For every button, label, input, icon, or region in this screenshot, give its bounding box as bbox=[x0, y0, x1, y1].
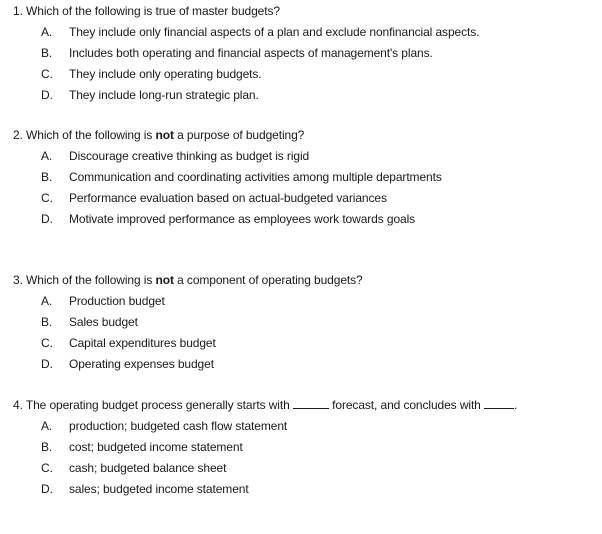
question-4 bbox=[13, 395, 593, 500]
option-d bbox=[13, 354, 593, 375]
question-text-post: a component of operating budgets? bbox=[173, 273, 363, 287]
option-text: Discourage creative thinking as budget is rigid bbox=[69, 149, 310, 163]
option-text: Production budget bbox=[69, 294, 165, 308]
option-a bbox=[13, 22, 593, 43]
option-text: sales; budgeted income statement bbox=[69, 482, 249, 496]
option-letter: A. bbox=[41, 294, 53, 308]
option-text: They include long-run strategic plan. bbox=[69, 88, 259, 102]
option-b bbox=[13, 437, 593, 458]
question-3 bbox=[13, 270, 593, 375]
option-letter: D. bbox=[41, 482, 53, 496]
option-letter: A. bbox=[41, 25, 53, 39]
option-text: Includes both operating and financial aspects of management's plans. bbox=[69, 46, 433, 60]
question-text-emphasis: not bbox=[155, 273, 174, 287]
option-c bbox=[13, 333, 593, 354]
option-letter: D. bbox=[41, 357, 53, 371]
option-letter: B. bbox=[41, 440, 53, 454]
option-letter: C. bbox=[41, 67, 53, 81]
question-text: Which of the following is true of master budgets? bbox=[26, 4, 280, 18]
fill-in-blank-1 bbox=[293, 396, 329, 409]
option-d bbox=[13, 85, 593, 106]
option-letter: B. bbox=[41, 170, 53, 184]
option-text: Capital expenditures budget bbox=[69, 336, 216, 350]
option-b bbox=[13, 167, 593, 188]
option-text: production; budgeted cash flow statement bbox=[69, 419, 288, 433]
question-text-post: a purpose of budgeting? bbox=[173, 128, 305, 142]
fill-in-blank-2 bbox=[484, 396, 514, 409]
question-number: 4. bbox=[13, 398, 23, 412]
question-number: 2. bbox=[13, 128, 23, 142]
question-text-emphasis: not bbox=[155, 128, 174, 142]
option-letter: A. bbox=[41, 149, 53, 163]
question-number: 1. bbox=[13, 4, 23, 18]
question-stem bbox=[13, 1, 593, 22]
option-a bbox=[13, 146, 593, 167]
question-stem bbox=[13, 395, 593, 416]
option-b bbox=[13, 312, 593, 333]
option-text: cash; budgeted balance sheet bbox=[69, 461, 227, 475]
option-letter: C. bbox=[41, 191, 53, 205]
option-letter: D. bbox=[41, 88, 53, 102]
option-text: Communication and coordinating activities among multiple departments bbox=[69, 170, 442, 184]
option-b bbox=[13, 43, 593, 64]
option-text: cost; budgeted income statement bbox=[69, 440, 243, 454]
option-d bbox=[13, 479, 593, 500]
question-text-end: . bbox=[514, 398, 518, 412]
question-2 bbox=[13, 125, 593, 230]
option-text: They include only financial aspects of a plan and exclude nonfinancial aspects. bbox=[69, 25, 480, 39]
option-a bbox=[13, 291, 593, 312]
option-text: Motivate improved performance as employees work towards goals bbox=[69, 212, 416, 226]
option-text: They include only operating budgets. bbox=[69, 67, 262, 81]
option-letter: B. bbox=[41, 46, 53, 60]
question-text-pre: Which of the following is bbox=[26, 128, 156, 142]
option-c bbox=[13, 64, 593, 85]
option-text: Sales budget bbox=[69, 315, 138, 329]
option-c bbox=[13, 188, 593, 209]
option-letter: D. bbox=[41, 212, 53, 226]
question-text-pre: Which of the following is bbox=[26, 273, 156, 287]
question-number: 3. bbox=[13, 273, 23, 287]
option-letter: C. bbox=[41, 336, 53, 350]
option-letter: A. bbox=[41, 419, 53, 433]
question-stem bbox=[13, 125, 593, 146]
option-text: Operating expenses budget bbox=[69, 357, 214, 371]
question-text-mid: forecast, and concludes with bbox=[332, 398, 481, 412]
option-letter: B. bbox=[41, 315, 53, 329]
option-letter: C. bbox=[41, 461, 53, 475]
question-text-pre: The operating budget process generally starts with bbox=[25, 398, 290, 412]
question-stem bbox=[13, 270, 593, 291]
question-1 bbox=[13, 1, 593, 106]
option-d bbox=[13, 209, 593, 230]
option-text: Performance evaluation based on actual-budgeted variances bbox=[69, 191, 387, 205]
option-c bbox=[13, 458, 593, 479]
option-a bbox=[13, 416, 593, 437]
